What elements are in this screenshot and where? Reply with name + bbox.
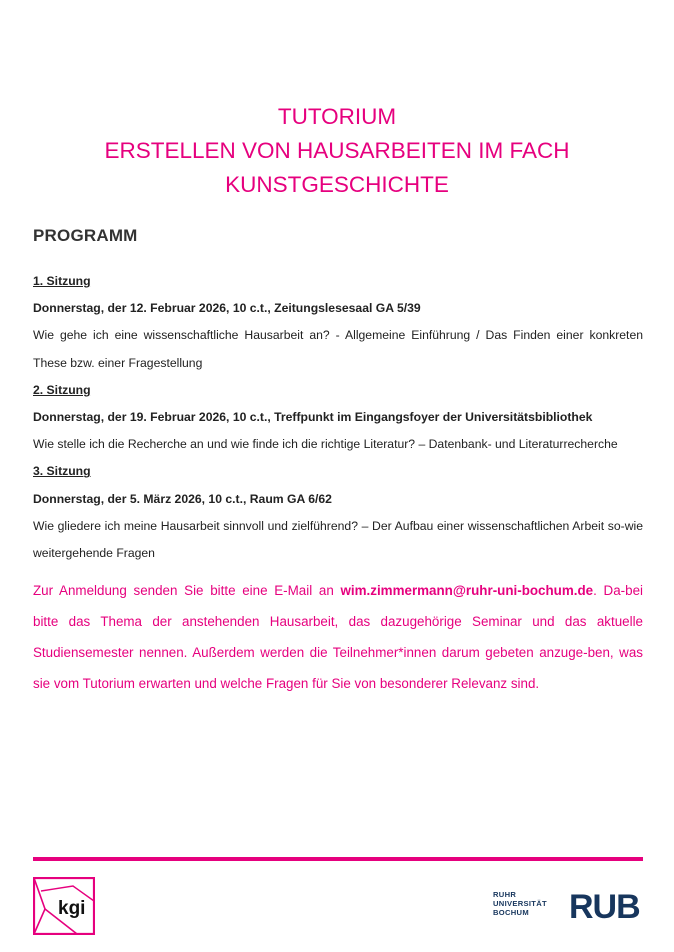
rub-logo: RUB: [569, 888, 640, 926]
session-date-location: Donnerstag, der 19. Februar 2026, 10 c.t., Treffpunkt im Eingangsfoyer der Universitätsbibliothek: [33, 410, 593, 425]
session-3: [33, 458, 643, 567]
session-date-location: Donnerstag, der 5. März 2026, 10 c.t., Raum GA 6/62: [33, 491, 332, 506]
registration-details: . Da-bei bitte das Thema der anstehenden Hausarbeit, das dazugehörige Seminar und das aktuelle Studiensemester nennen. Außerdem werden die Teilnehmer*innen darum gebeten anzuge-ben, was sie vom Tutorium erwarten und welche Fragen für Sie von besonderer Relevanz sind.: [33, 583, 643, 691]
document-title: [0, 100, 674, 202]
contact-email-link[interactable]: wim.zimmermann@ruhr-uni-bochum.de: [340, 583, 594, 598]
rub-line-2: UNIVERSITÄT: [493, 899, 547, 908]
title-line-1: TUTORIUM: [277, 104, 397, 129]
rub-wordmark: [493, 890, 547, 917]
title-line-2: ERSTELLEN VON HAUSARBEITEN IM FACH: [104, 138, 570, 163]
rub-line-3: BOCHUM: [493, 908, 529, 917]
kgi-logo: [33, 877, 95, 935]
registration-note: [33, 575, 643, 699]
footer-divider: [33, 857, 643, 861]
kgi-logo-text: kgi: [58, 898, 86, 919]
rub-line-1: RUHR: [493, 890, 517, 899]
session-2: [33, 377, 643, 459]
session-label: 1. Sitzung: [33, 274, 91, 288]
session-label: 3. Sitzung: [33, 464, 91, 479]
session-1: [33, 268, 643, 377]
kgi-logo-graphic: [33, 877, 95, 935]
session-description: Wie stelle ich die Recherche an und wie finde ich die richtige Literatur? – Datenbank- und Literaturrecherche: [33, 437, 618, 452]
session-date-location: Donnerstag, der 12. Februar 2026, 10 c.t., Zeitungslesesaal GA 5/39: [33, 301, 421, 316]
program-heading: PROGRAMM: [33, 226, 138, 245]
session-description: Wie gliedere ich meine Hausarbeit sinnvoll und zielführend? – Der Aufbau einer wissenschaftlichen Arbeit so-wie weitergehende Fragen: [33, 518, 643, 561]
program-list: [33, 268, 643, 567]
session-label: 2. Sitzung: [33, 382, 91, 397]
title-line-3: KUNSTGESCHICHTE: [225, 172, 449, 197]
registration-intro: Zur Anmeldung senden Sie bitte eine E-Mail an: [33, 583, 341, 598]
session-description: Wie gehe ich eine wissenschaftliche Hausarbeit an? - Allgemeine Einführung / Das Finden einer konkreten These bzw. einer Fragestellung: [33, 328, 643, 370]
